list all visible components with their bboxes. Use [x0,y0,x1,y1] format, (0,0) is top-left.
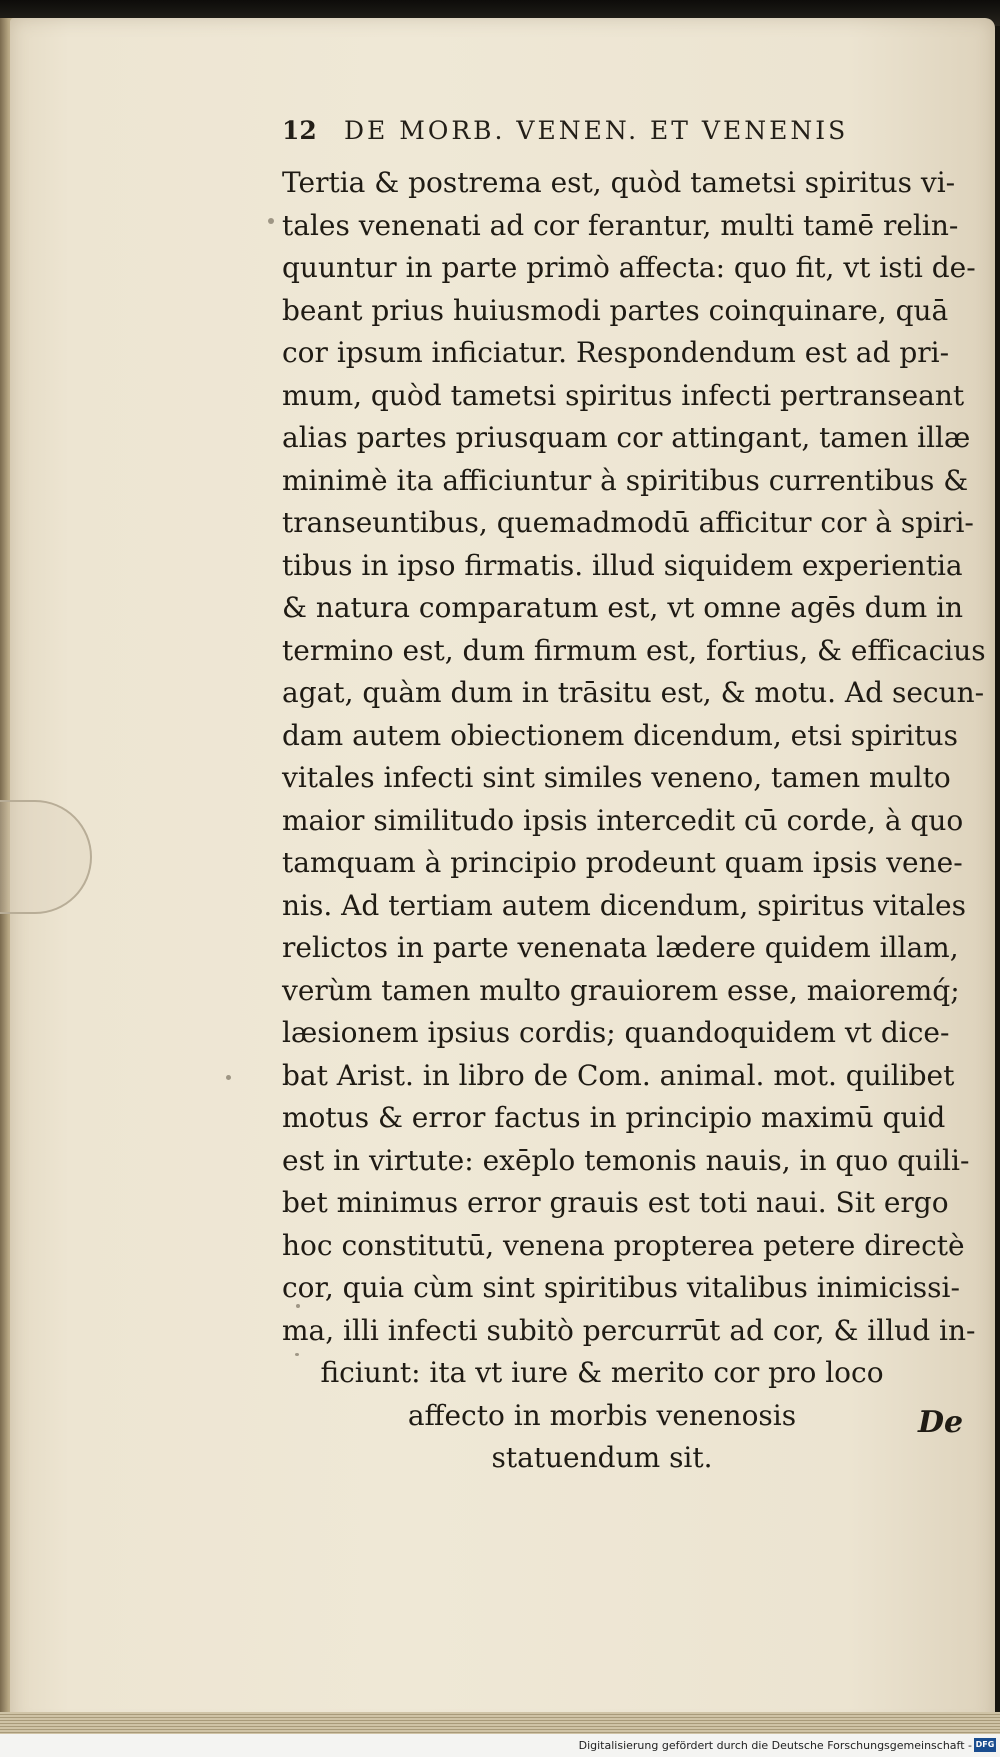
dfg-logo: DFG [974,1738,996,1752]
text-line: maior similitudo ipsis intercedit cū corde, à quo [282,803,964,837]
closing-line: statuendum sit. [491,1441,713,1474]
catchword: De [918,1405,964,1440]
text-line: beant prius huiusmodi partes coinquinare, quā [282,293,949,327]
paper-speck [296,1304,300,1308]
text-line: nis. Ad tertiam autem dicendum, spiritus vitales [282,888,966,922]
text-line: est in virtute: exēplo temonis nauis, in quo quili- [282,1143,970,1177]
text-line: Tertia & postrema est, quòd tametsi spiritus vi- [282,166,956,199]
digitization-credit: Digitalisierung gefördert durch die Deutsche Forschungsgemeinschaft - [578,1739,972,1752]
running-head [282,116,892,156]
page-stack-edges [0,1712,1000,1734]
page-number: 12 [282,116,317,145]
paper-speck [226,1075,231,1080]
text-line: minimè ita afficiuntur à spiritibus currentibus & [282,463,969,497]
text-line: cor, quia cùm sint spiritibus vitalibus inimicissi- [282,1271,960,1304]
text-line: tibus in ipso firmatis. illud siquidem experientia [282,548,963,582]
text-line: ma, illi infecti subitò percurrūt ad cor, & illud in- [282,1313,976,1347]
text-line: alias partes priusquam cor attingant, tamen illæ [282,421,971,454]
paper-speck [268,218,274,224]
text-line: bat Arist. in libro de Com. animal. mot. quilibet [282,1058,955,1092]
text-line: relictos in parte venenata lædere quidem illam, [282,931,959,964]
text-line: cor ipsum inficiatur. Respondendum est ad pri- [282,336,950,369]
text-line: bet minimus error grauis est toti naui. Sit ergo [282,1186,949,1219]
closing-line: affecto in morbis venenosis [407,1398,797,1432]
text-line: hoc constitutū, venena propterea petere directè [282,1228,965,1262]
closing-line: ficiunt: ita vt iure & merito cor pro loco [320,1356,884,1389]
text-line: læsionem ipsius cordis; quandoquidem vt dice- [282,1016,950,1049]
body-text [282,162,986,1480]
text-line: vitales infecti sint similes veneno, tamen multo [282,761,951,794]
text-line: dam autem obiectionem dicendum, etsi spiritus [282,718,958,752]
text-line: transeuntibus, quemadmodū afficitur cor à spiri- [282,506,974,539]
paper-speck [295,1353,299,1356]
text-line: tamquam à principio prodeunt quam ipsis vene- [282,846,963,879]
text-line: quuntur in parte primò affecta: quo fit, vt isti de- [282,251,976,284]
text-line: agat, quàm dum in trāsitu est, & motu. Ad secun- [282,676,985,709]
text-line: motus & error factus in principio maximū quid [282,1101,946,1134]
text-line: & natura comparatum est, vt omne agēs dum in [282,591,964,624]
text-line: verùm tamen multo grauiorem esse, maioremq́; [282,973,960,1007]
text-line: mum, quòd tametsi spiritus infecti pertranseant [282,378,965,412]
text-line: termino est, dum firmum est, fortius, & efficacius [282,633,986,667]
running-head-title: DE MORB. VENEN. ET VENENIS [344,116,849,145]
text-line: tales venenati ad cor ferantur, multi tamē relin- [282,208,959,242]
